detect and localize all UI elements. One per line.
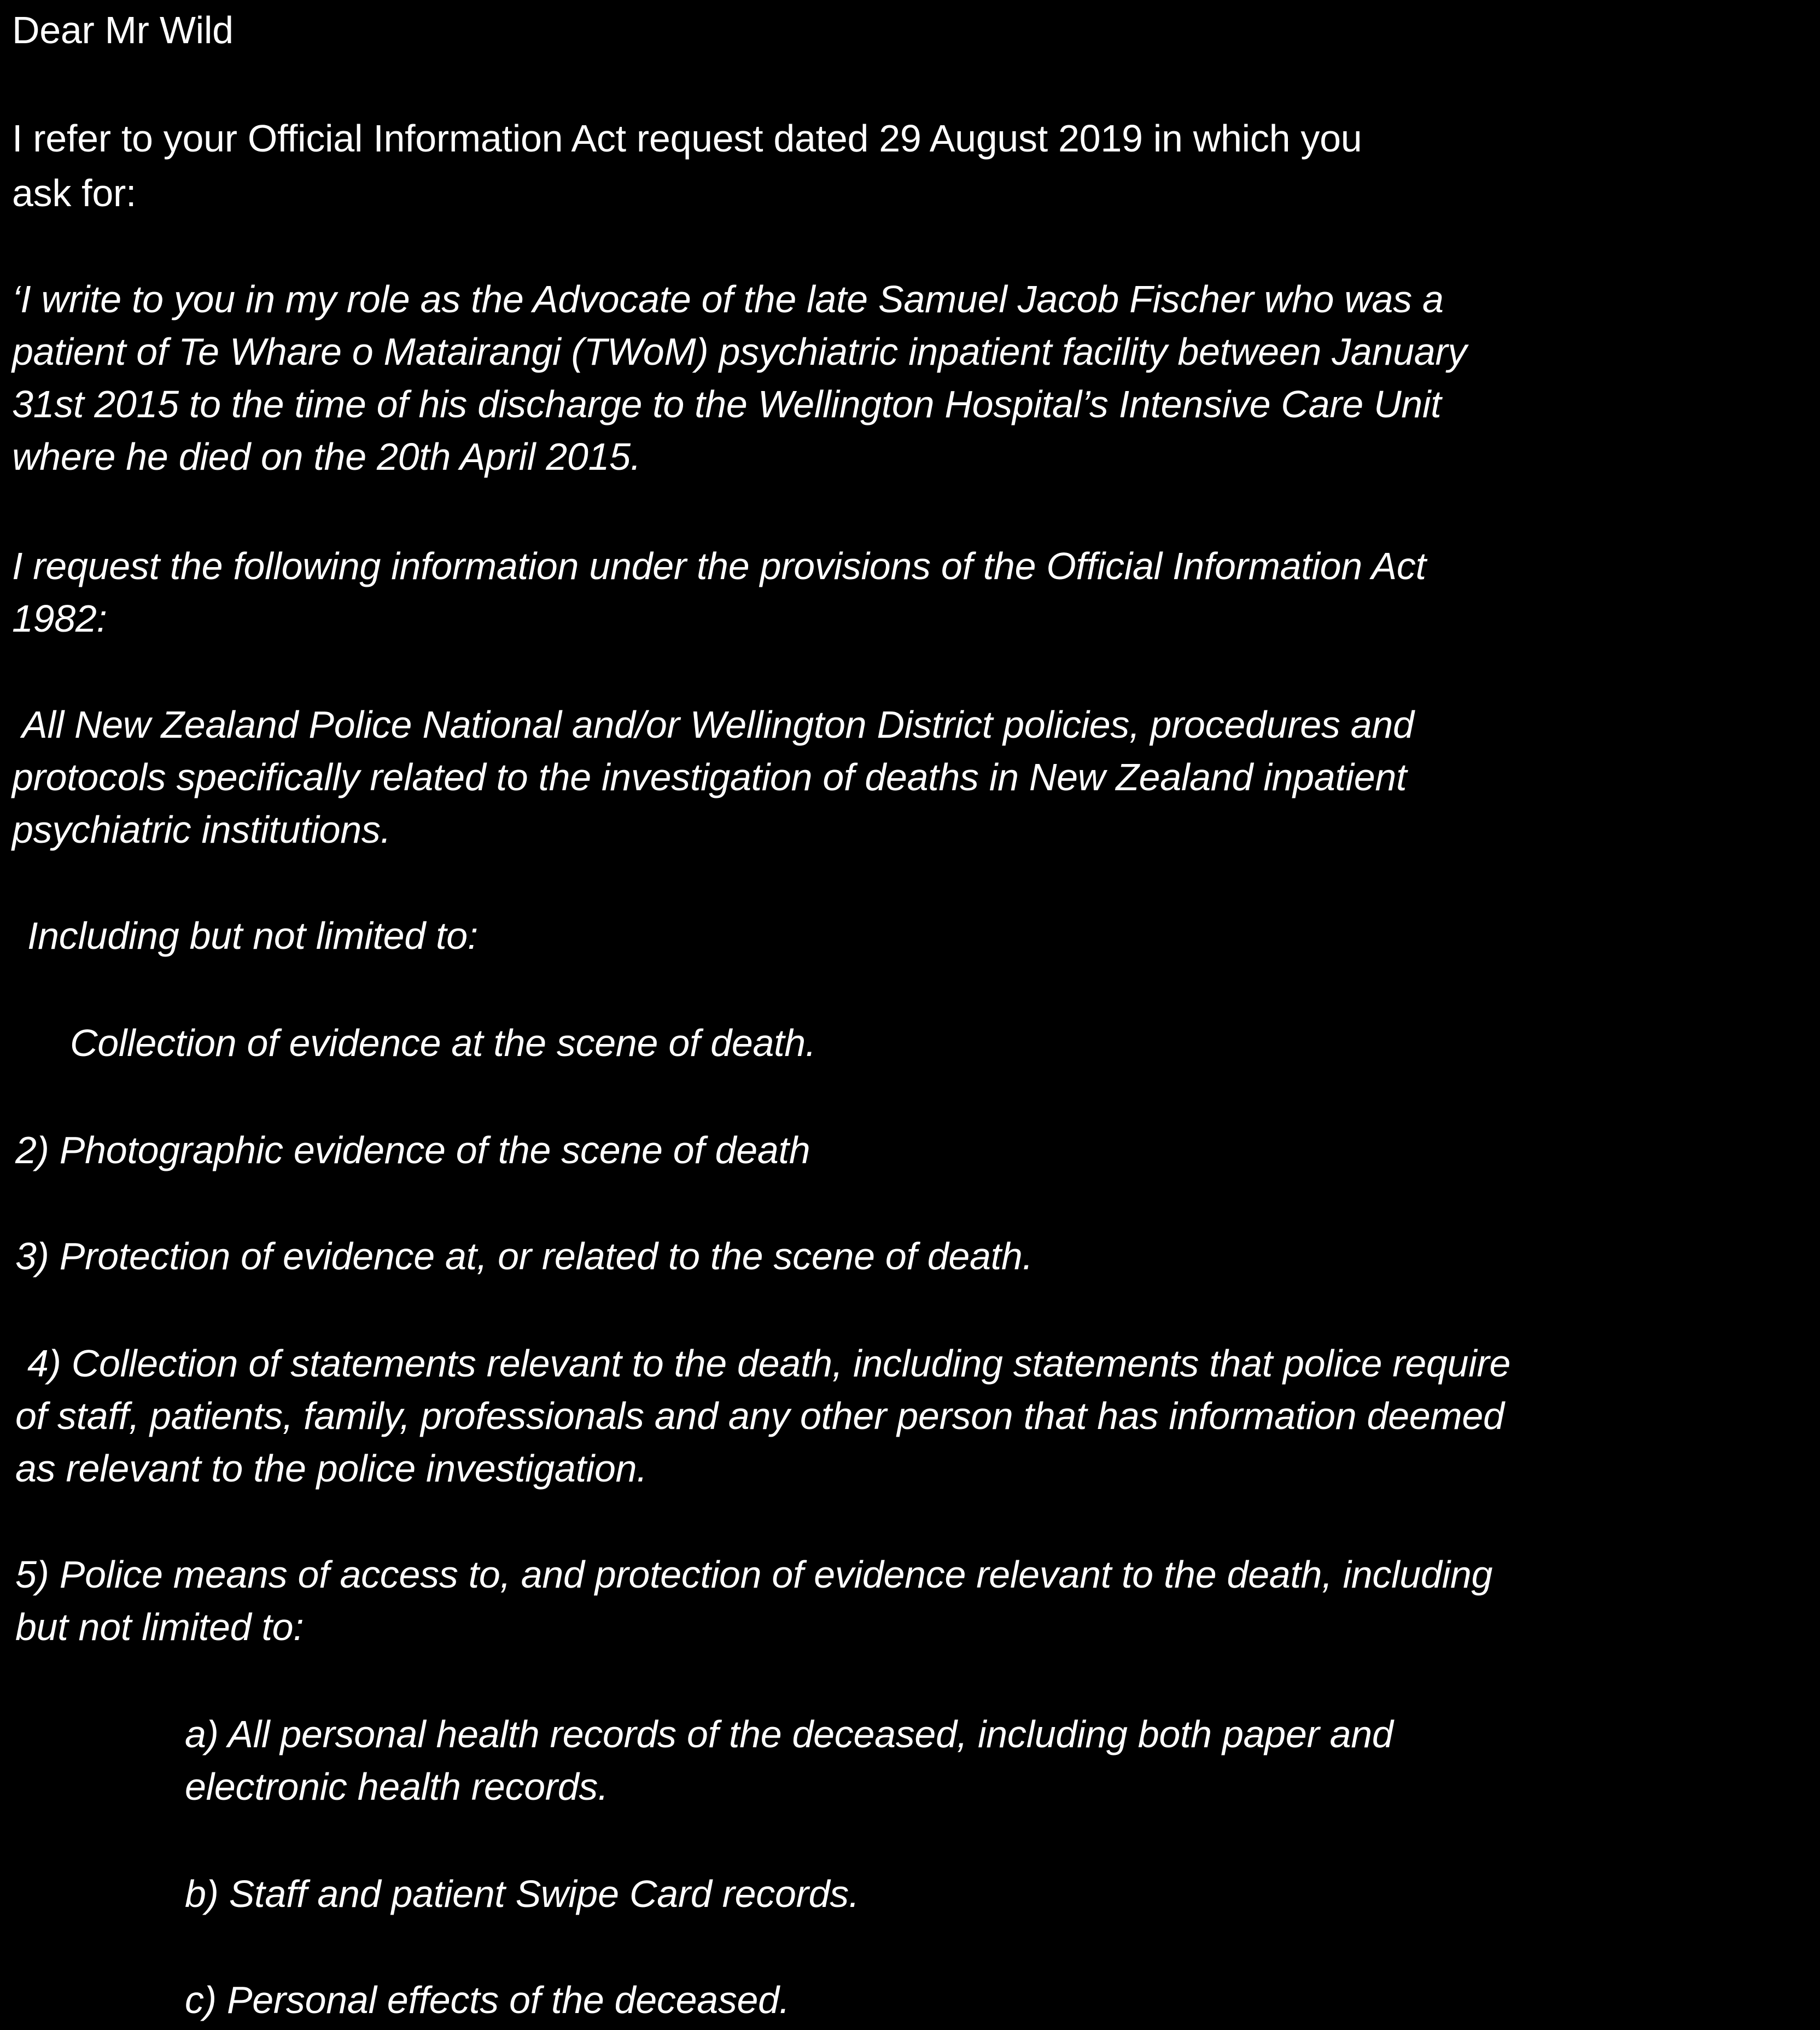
salutation: Dear Mr Wild xyxy=(12,9,234,51)
request-paragraph-1-line-1: ‘I write to you in my role as the Advocate of the late Samuel Jacob Fischer who was a xyxy=(12,278,1444,320)
list-item-5-line-1: 5) Police means of access to, and protection of evidence relevant to the death, including xyxy=(15,1553,1493,1596)
list-item-4-line-1: 4) Collection of statements relevant to the death, including statements that police require xyxy=(27,1342,1511,1385)
sub-item-a-line-2: electronic health records. xyxy=(185,1765,609,1808)
request-paragraph-3-line-3: psychiatric institutions. xyxy=(12,808,391,851)
sub-item-b: b) Staff and patient Swipe Card records. xyxy=(185,1872,860,1915)
request-paragraph-1-line-2: patient of Te Whare o Matairangi (TWoM) psychiatric inpatient facility between January xyxy=(12,330,1467,373)
request-paragraph-1-line-4: where he died on the 20th April 2015. xyxy=(12,435,641,478)
request-paragraph-2-line-2: 1982: xyxy=(12,597,107,640)
list-item-2: 2) Photographic evidence of the scene of death xyxy=(15,1129,810,1171)
request-paragraph-3-line-1: All New Zealand Police National and/or Wellington District policies, procedures and xyxy=(22,703,1414,746)
request-paragraph-1-line-3: 31st 2015 to the time of his discharge to the Wellington Hospital’s Intensive Care Unit xyxy=(12,383,1442,425)
sub-item-c: c) Personal effects of the deceased. xyxy=(185,1979,790,2021)
list-item-5-line-2: but not limited to: xyxy=(15,1606,304,1648)
list-item-4-line-2: of staff, patients, family, professionals and any other person that has information deemed xyxy=(15,1395,1504,1437)
request-paragraph-3-line-2: protocols specifically related to the investigation of deaths in New Zealand inpatient xyxy=(12,756,1407,798)
list-item-1: Collection of evidence at the scene of death. xyxy=(70,1022,816,1064)
sub-item-a-line-1: a) All personal health records of the deceased, including both paper and xyxy=(185,1713,1393,1755)
intro-line-2: ask for: xyxy=(12,172,137,214)
list-item-3: 3) Protection of evidence at, or related to the scene of death. xyxy=(15,1235,1033,1278)
including-label: Including but not limited to: xyxy=(27,914,479,957)
list-item-4-line-3: as relevant to the police investigation. xyxy=(15,1447,648,1490)
intro-line-1: I refer to your Official Information Act request dated 29 August 2019 in which you xyxy=(12,117,1362,160)
request-paragraph-2-line-1: I request the following information under the provisions of the Official Information Act xyxy=(12,545,1426,587)
